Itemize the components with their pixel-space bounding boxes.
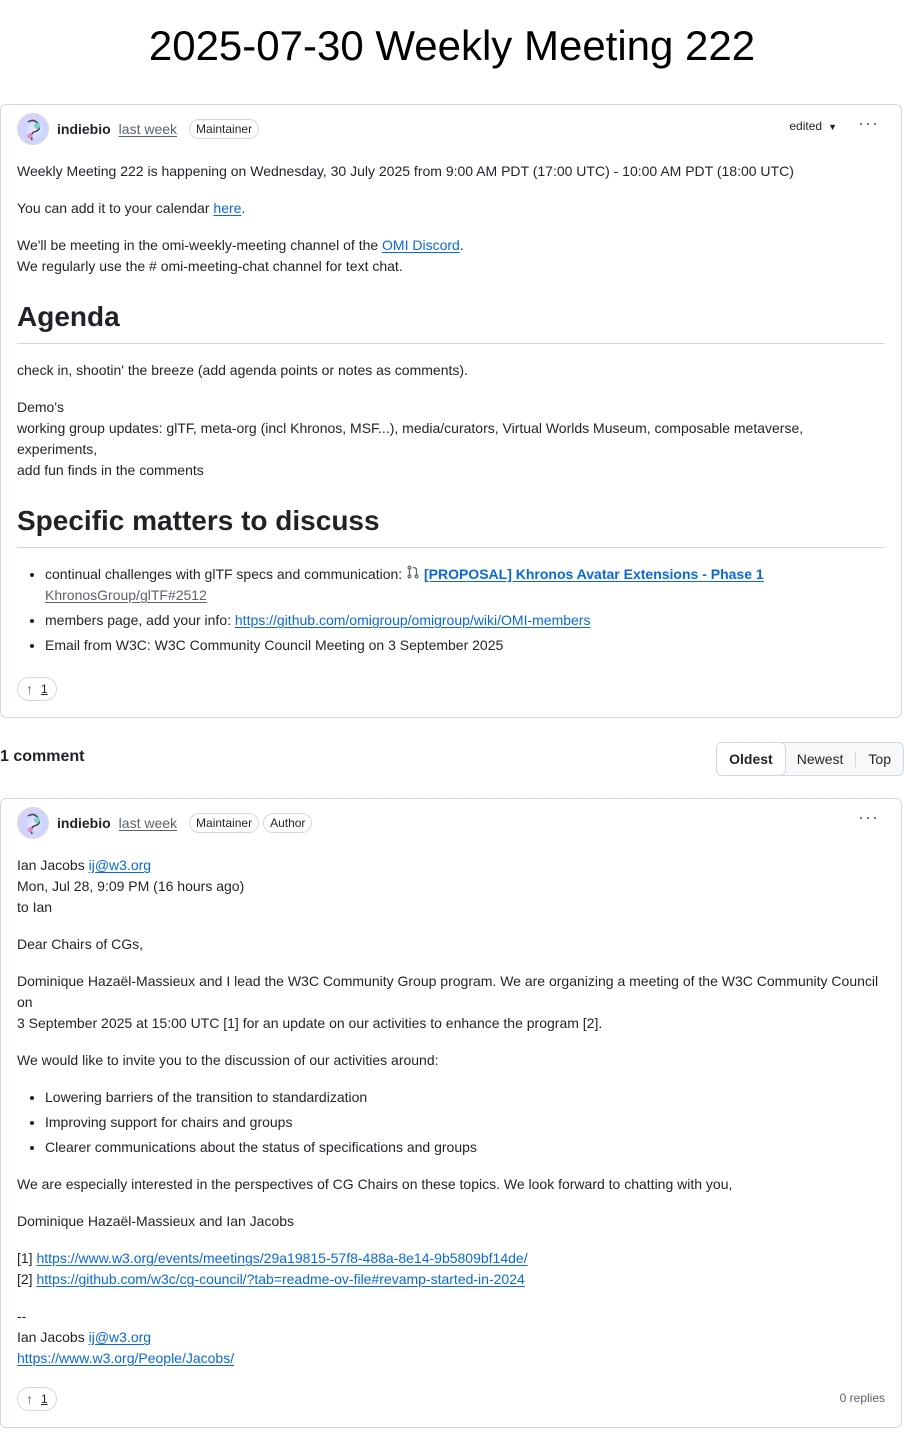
list-item: • Clearer communications about the status of specifications and groups bbox=[45, 1137, 885, 1158]
discord-text: We'll be meeting in the omi-weekly-meeting channel of the bbox=[17, 237, 383, 253]
activities-list bbox=[17, 1087, 885, 1158]
upvote-count: 1 bbox=[41, 1392, 48, 1406]
comment-sort-tabs bbox=[716, 742, 904, 776]
sender-email-link[interactable]: ij@w3.org bbox=[88, 857, 152, 873]
chevron-down-icon: ▼ bbox=[828, 122, 837, 132]
list-item bbox=[45, 610, 885, 631]
author-avatar[interactable] bbox=[17, 113, 49, 145]
intro-paragraph bbox=[17, 971, 885, 1034]
sort-top[interactable]: Top bbox=[868, 751, 891, 767]
ref2-link[interactable]: https://github.com/w3c/cg-council/?tab=readme-ov-file#revamp-started-in-2024 bbox=[36, 1271, 525, 1287]
calendar-period: . bbox=[241, 200, 246, 216]
calendar-text: You can add it to your calendar bbox=[17, 200, 214, 216]
upvote-button[interactable] bbox=[17, 1387, 57, 1411]
arrow-up-icon: ↑ bbox=[26, 681, 33, 697]
ref1-link[interactable]: https://www.w3.org/events/meetings/29a19815-57f8-488a-8e14-9b5809bf14de/ bbox=[36, 1250, 528, 1266]
comment-header bbox=[17, 807, 316, 839]
more-options-icon[interactable]: ··· bbox=[858, 807, 879, 827]
post-timestamp[interactable]: last week bbox=[118, 121, 178, 137]
list-item: • Improving support for chairs and groups bbox=[45, 1112, 885, 1133]
edited-dropdown[interactable] bbox=[789, 119, 837, 133]
proposal-link[interactable]: [PROPOSAL] Khronos Avatar Extensions - Phase 1 bbox=[423, 566, 764, 582]
discord-link[interactable]: OMI Discord bbox=[382, 237, 460, 253]
discord-paragraph bbox=[17, 235, 885, 277]
page-title: 2025-07-30 Weekly Meeting 222 bbox=[148, 22, 756, 69]
list-item: • Lowering barriers of the transition to standardization bbox=[45, 1087, 885, 1108]
post-body bbox=[17, 161, 885, 672]
matters-list bbox=[17, 564, 885, 656]
intro-line-2: 3 September 2025 at 15:00 UTC [1] for an update on our activities to enhance the program [2]. bbox=[17, 1015, 603, 1031]
references bbox=[17, 1248, 885, 1290]
comment-count: 1 comment bbox=[0, 748, 85, 765]
agenda-heading: Agenda bbox=[17, 301, 885, 344]
upvote-count: 1 bbox=[41, 682, 48, 696]
email-signature bbox=[17, 1306, 885, 1369]
arrow-up-icon: ↑ bbox=[26, 1391, 33, 1407]
chat-channel-text: We regularly use the # omi-meeting-chat channel for text chat. bbox=[17, 258, 403, 274]
pull-request-icon bbox=[406, 566, 420, 582]
more-options-icon[interactable]: ··· bbox=[858, 113, 879, 133]
invite-paragraph: We would like to invite you to the discussion of our activities around: bbox=[17, 1052, 439, 1068]
email-header bbox=[17, 855, 885, 918]
email-recipient: to Ian bbox=[17, 899, 53, 915]
signature-names: Dominique Hazaël-Massieux and Ian Jacobs bbox=[17, 1213, 295, 1229]
signature-url-link[interactable]: https://www.w3.org/People/Jacobs/ bbox=[17, 1350, 235, 1366]
sender-name: Ian Jacobs bbox=[17, 857, 89, 873]
comment-body bbox=[17, 855, 885, 1385]
comment-timestamp[interactable]: last week bbox=[118, 815, 178, 831]
author-badge: Author bbox=[263, 813, 312, 833]
list-item: • Email from W3C: W3C Community Council Meeting on 3 September 2025 bbox=[45, 635, 885, 656]
edited-label: edited bbox=[789, 119, 823, 133]
discussion-post bbox=[0, 104, 902, 718]
email-date: Mon, Jul 28, 9:09 PM (16 hours ago) bbox=[17, 878, 245, 894]
maintainer-badge: Maintainer bbox=[189, 119, 259, 139]
author-name[interactable]: indiebio bbox=[57, 121, 111, 137]
list-item-text: members page, add your info: bbox=[45, 612, 235, 628]
intro-line-1: Dominique Hazaël-Massieux and I lead the W3C Community Group program. We are organizing a meeting of the W3C Community Council on bbox=[17, 973, 879, 1010]
comment-card bbox=[0, 798, 902, 1428]
agenda-intro: check in, shootin' the breeze (add agenda points or notes as comments). bbox=[17, 362, 468, 378]
matters-heading: Specific matters to discuss bbox=[17, 505, 885, 548]
greeting: Dear Chairs of CGs, bbox=[17, 936, 144, 952]
upvote-button[interactable] bbox=[17, 677, 57, 701]
meeting-time-text: Weekly Meeting 222 is happening on Wednesday, 30 July 2025 from 9:00 AM PDT (17:00 UTC) - 10:00 AM PDT (18:00 UTC) bbox=[17, 163, 794, 179]
post-header bbox=[17, 113, 263, 145]
signature-dash: -- bbox=[17, 1308, 27, 1324]
list-item bbox=[45, 564, 885, 606]
ref1-label: [1] bbox=[17, 1250, 37, 1266]
agenda-line-demos: Demo's bbox=[17, 399, 65, 415]
sort-newest[interactable]: Newest bbox=[796, 751, 844, 767]
agenda-list-text bbox=[17, 397, 885, 481]
agenda-line-fun: add fun finds in the comments bbox=[17, 462, 204, 478]
replies-count: 0 replies bbox=[839, 1391, 885, 1405]
sort-oldest[interactable]: Oldest bbox=[716, 742, 786, 776]
ref2-label: [2] bbox=[17, 1271, 37, 1287]
interest-paragraph: We are especially interested in the perspectives of CG Chairs on these topics. We look forward to chatting with you, bbox=[17, 1176, 733, 1192]
members-page-link[interactable]: https://github.com/omigroup/omigroup/wiki/OMI-members bbox=[234, 612, 591, 628]
signature-name: Ian Jacobs bbox=[17, 1329, 89, 1345]
maintainer-badge: Maintainer bbox=[189, 813, 259, 833]
agenda-line-wg: working group updates: glTF, meta-org (incl Khronos, MSF...), media/curators, Virtual Worlds Museum, composable metaverse, experiments, bbox=[17, 420, 804, 457]
list-item-text: continual challenges with glTF specs and communication: bbox=[45, 566, 407, 582]
signature-email-link[interactable]: ij@w3.org bbox=[88, 1329, 152, 1345]
calendar-paragraph bbox=[17, 198, 885, 219]
repo-ref-link[interactable]: KhronosGroup/glTF#2512 bbox=[45, 587, 207, 603]
author-avatar[interactable] bbox=[17, 807, 49, 839]
author-name[interactable]: indiebio bbox=[57, 815, 111, 831]
calendar-link[interactable]: here bbox=[213, 200, 242, 216]
discord-period: . bbox=[459, 237, 464, 253]
